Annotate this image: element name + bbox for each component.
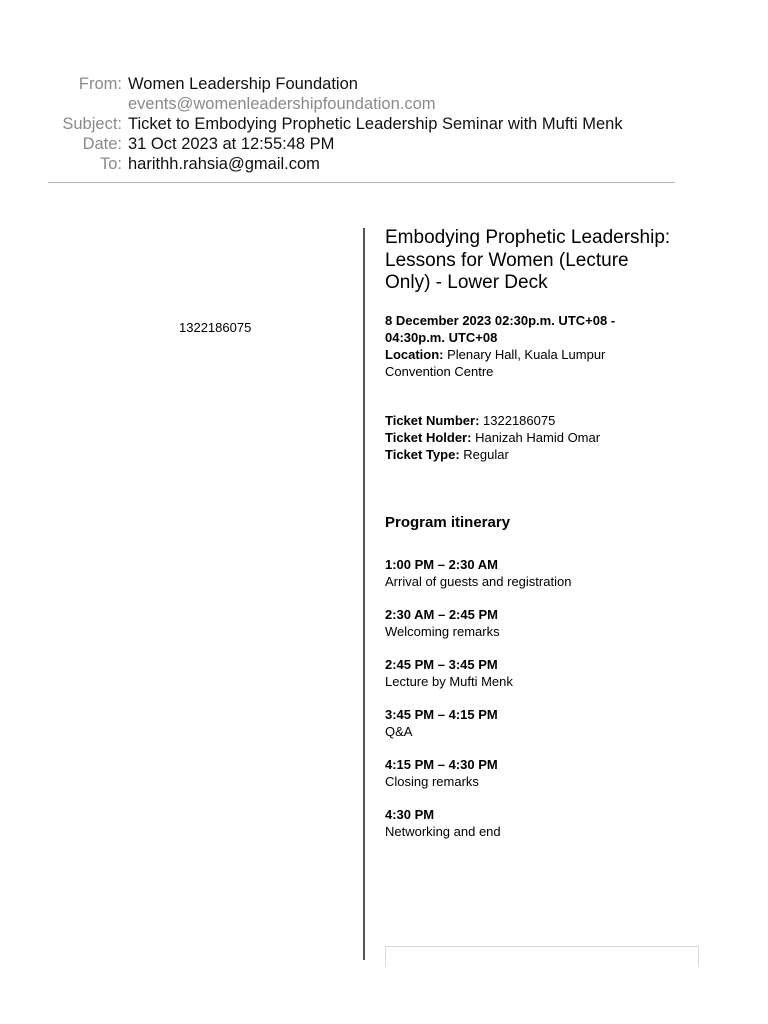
ticket-holder-label: Ticket Holder:	[385, 429, 472, 445]
date-label: Date:	[82, 135, 122, 153]
ticket-holder-value: Hanizah Hamid Omar	[475, 429, 601, 445]
ticket-holder-row	[385, 429, 685, 446]
itinerary-item	[385, 806, 685, 840]
itinerary-time: 1:00 PM – 2:30 AM	[385, 556, 498, 572]
itinerary-time: 4:30 PM	[385, 806, 435, 822]
itinerary-time: 2:45 PM – 3:45 PM	[385, 656, 498, 672]
program-heading: Program itinerary	[385, 513, 511, 531]
ticket-type-value: Regular	[463, 446, 509, 462]
itinerary-time: 3:45 PM – 4:15 PM	[385, 706, 498, 722]
sender-name[interactable]: Women Leadership Foundation	[128, 75, 358, 93]
itinerary-time: 2:30 AM – 2:45 PM	[385, 606, 498, 622]
footer-box	[385, 946, 699, 967]
to-label: To:	[99, 155, 122, 173]
from-label: From:	[78, 75, 122, 93]
date-row	[0, 134, 680, 154]
barcode-number: 1322186075	[179, 320, 252, 335]
location-label: Location:	[385, 346, 444, 362]
itinerary-desc: Q&A	[385, 723, 413, 739]
subject-text: Ticket to Embodying Prophetic Leadership Seminar with Mufti Menk	[128, 115, 623, 133]
ticket-number-value: 1322186075	[483, 412, 556, 428]
event-location	[385, 346, 645, 380]
recipient-address[interactable]: harithh.rahsia@gmail.com	[128, 155, 320, 173]
sender-address[interactable]: events@womenleadershipfoundation.com	[128, 95, 436, 113]
from-address-row	[0, 94, 680, 114]
itinerary-item	[385, 656, 685, 690]
header-divider	[48, 182, 675, 183]
event-datetime: 8 December 2023 02:30p.m. UTC+08 - 04:30p.m. UTC+08	[385, 312, 616, 345]
itinerary-desc: Networking and end	[385, 823, 501, 839]
itinerary-desc: Closing remarks	[385, 773, 479, 789]
itinerary-time: 4:15 PM – 4:30 PM	[385, 756, 498, 772]
itinerary-desc: Lecture by Mufti Menk	[385, 673, 513, 689]
ticket-type-row	[385, 446, 685, 463]
itinerary-desc: Welcoming remarks	[385, 623, 500, 639]
itinerary-list	[385, 556, 685, 840]
to-row	[0, 154, 680, 174]
ticket-info	[385, 412, 685, 463]
ticket-number-label: Ticket Number:	[385, 412, 480, 428]
itinerary-item	[385, 606, 685, 640]
date-text: 31 Oct 2023 at 12:55:48 PM	[128, 135, 335, 153]
email-header	[0, 74, 680, 174]
itinerary-item	[385, 706, 685, 740]
location-value: Plenary Hall, Kuala Lumpur Convention Centre	[385, 346, 606, 379]
from-row	[0, 74, 680, 94]
itinerary-desc: Arrival of guests and registration	[385, 573, 572, 589]
subject-row	[0, 114, 680, 134]
itinerary-item	[385, 756, 685, 790]
ticket-number-row	[385, 412, 685, 429]
ticket-divider-line	[363, 228, 365, 960]
ticket-type-label: Ticket Type:	[385, 446, 460, 462]
itinerary-item	[385, 556, 685, 590]
subject-label: Subject:	[62, 115, 122, 133]
event-title: Embodying Prophetic Leadership: Lessons for Women (Lecture Only) - Lower Deck	[385, 227, 671, 293]
ticket-details	[385, 227, 685, 856]
